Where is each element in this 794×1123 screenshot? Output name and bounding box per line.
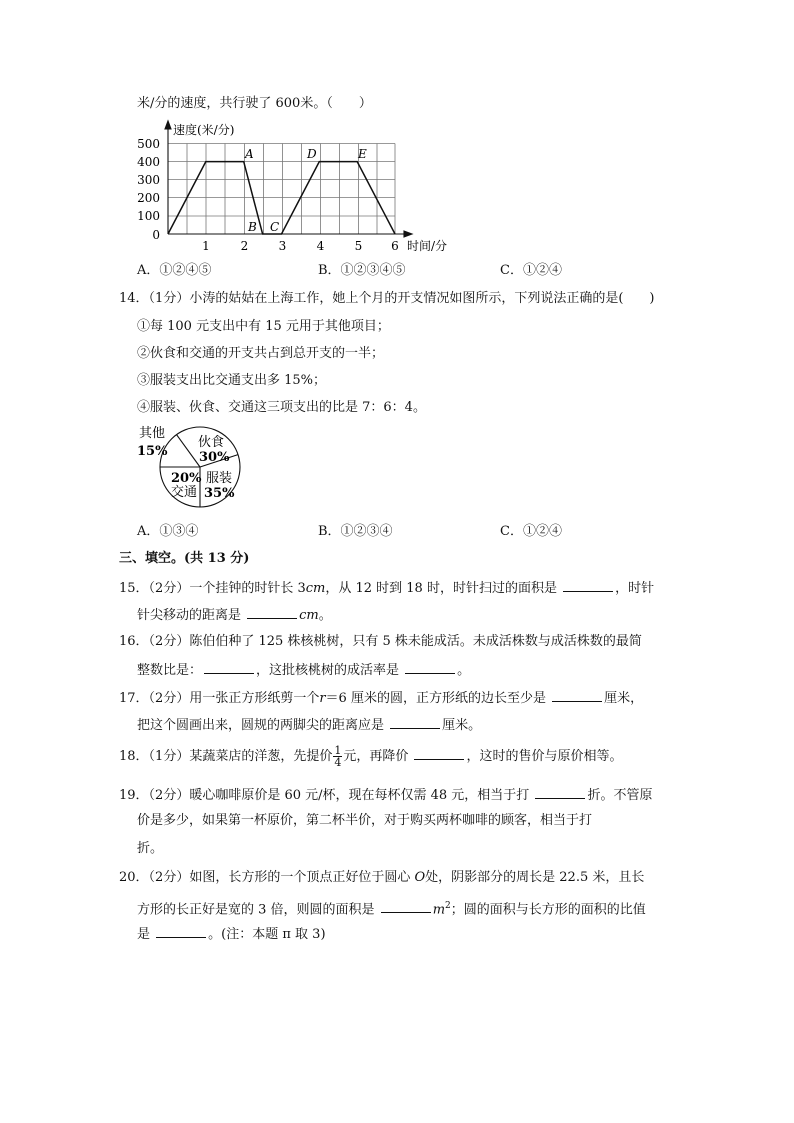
- q16-text: ，这批核桃树的成活率是: [256, 663, 400, 678]
- q14-option-a[interactable]: A．①③④: [137, 524, 199, 539]
- section-title: 三、填空。(共 13 分): [119, 551, 250, 566]
- q16-text: 。: [457, 663, 471, 678]
- point-label-c: C: [270, 220, 280, 234]
- q20-text: 处，阴影部分的周长是 22.5 米，且长: [425, 870, 645, 885]
- q20-text: 。(注：本题 π 取 3): [208, 927, 326, 942]
- y-tick-label: 0: [152, 228, 160, 242]
- q16-text: 整数比是：: [137, 663, 203, 678]
- pie-label-clothes: 服装: [206, 471, 233, 486]
- q15-text: ，从 12 时到 18 时，时针扫过的面积是: [325, 581, 557, 596]
- q20-text: 是: [137, 927, 151, 942]
- q20-line-2: [137, 897, 646, 919]
- q15-text: 。: [318, 608, 332, 623]
- speed-time-chart: [130, 118, 470, 260]
- q18-text: 18．（1分）某蔬菜店的洋葱，先提价: [119, 749, 333, 764]
- q20-unit-exponent: 2: [445, 901, 451, 911]
- chart-point-labels: [244, 147, 367, 234]
- q14-statement-1: ①每 100 元支出中有 15 元用于其他项目；: [137, 319, 390, 334]
- q18-text: ，这时的售价与原价相等。: [466, 749, 623, 764]
- q16-answer-blank-1[interactable]: [204, 660, 254, 674]
- q17-var: r: [319, 691, 326, 706]
- chart-x-axis-label: 时间/分: [407, 239, 448, 253]
- q13-option-a[interactable]: A．①②④⑤: [137, 263, 212, 278]
- x-tick-label: 2: [240, 239, 249, 253]
- x-tick-label: 5: [354, 239, 363, 253]
- q19-line-3: 折。: [137, 841, 164, 856]
- q20-unit: m: [432, 902, 446, 918]
- q17-text: 厘米。: [442, 718, 482, 733]
- q13-option-b[interactable]: B．①②③④⑤: [318, 263, 406, 278]
- pie-pct-clothes: 35%: [204, 486, 235, 501]
- pie-labels: [137, 425, 235, 501]
- q17-text: 厘米，: [604, 691, 644, 706]
- q20-text: 方形的长正好是宽的 3 倍，则圆的面积是: [137, 902, 375, 918]
- q18-answer-blank[interactable]: [414, 746, 464, 760]
- q16-line-2: [137, 660, 470, 680]
- q18-text: 元，再降价: [343, 749, 409, 764]
- q19-text: 折。不管原: [587, 788, 653, 803]
- pie-label-traffic: 交通: [171, 485, 198, 500]
- q20-answer-blank-2[interactable]: [156, 924, 206, 938]
- q20-text: ；圆的面积与长方形的面积的比值: [450, 902, 646, 918]
- q20-line-3: [137, 924, 326, 944]
- q15-line-1: [119, 578, 654, 598]
- y-tick-label: 300: [137, 173, 160, 187]
- q13-option-c[interactable]: C．①②④: [500, 263, 562, 278]
- q14-statement-2: ②伙食和交通的开支共占到总开支的一半；: [137, 346, 385, 361]
- q14-option-b[interactable]: B．①②③④: [318, 524, 393, 539]
- q14-option-c[interactable]: C．①②④: [500, 524, 562, 539]
- q17-line-2: [137, 715, 481, 735]
- q19-line-1: [119, 785, 652, 805]
- fraction-denominator: 4: [334, 756, 342, 769]
- q15-unit: cm: [305, 581, 326, 596]
- q15-answer-blank-1[interactable]: [563, 578, 613, 592]
- point-label-e: E: [358, 147, 367, 161]
- fraction-numerator: 1: [334, 744, 342, 757]
- q20-text: 20．（2分）如图，长方形的一个顶点正好位于圆心: [119, 870, 411, 885]
- q18-line: [119, 745, 623, 768]
- x-tick-label: 4: [316, 239, 325, 253]
- chart-y-ticks: [137, 137, 160, 242]
- q17-answer-blank-1[interactable]: [552, 688, 602, 702]
- y-tick-label: 200: [137, 191, 160, 205]
- pie-pct-traffic: 20%: [171, 471, 202, 486]
- chart-y-axis-label: 速度(米/分): [173, 123, 235, 137]
- q16-line-1: 16．（2分）陈伯伯种了 125 株核桃树，只有 5 株未能成活。未成活株数与成活株数的最简: [119, 634, 642, 649]
- q15-answer-blank-2[interactable]: [247, 605, 297, 619]
- q19-line-2: 价是多少，如果第一杯原价，第二杯半价，对于购买两杯咖啡的顾客，相当于打: [137, 813, 593, 828]
- point-label-a: A: [245, 147, 254, 161]
- q14-stem: 14．（1分）小涛的姑姑在上海工作，她上个月的开支情况如图所示，下列说法正确的是( ): [119, 291, 655, 306]
- q14-statement-3: ③服装支出比交通支出多 15%；: [137, 373, 327, 388]
- pie-pct-other: 15%: [137, 444, 168, 459]
- x-tick-label: 6: [391, 239, 399, 253]
- q17-line-1: [119, 688, 643, 708]
- y-tick-label: 100: [137, 209, 160, 223]
- q19-answer-blank-1[interactable]: [535, 785, 585, 799]
- y-tick-label: 400: [137, 155, 160, 169]
- pie-label-other: 其他: [139, 426, 166, 441]
- q13-stem-tail: 米/分的速度，共行驶了 600米。（ ）: [137, 96, 372, 111]
- chart-x-ticks: [202, 239, 399, 253]
- q18-fraction: [333, 745, 342, 768]
- q17-text: 17．（2分）用一张正方形纸剪一个: [119, 691, 320, 706]
- q20-answer-blank-1[interactable]: [381, 899, 431, 913]
- x-tick-label: 3: [278, 239, 287, 253]
- pie-pct-food: 30%: [199, 450, 230, 465]
- point-label-b: B: [248, 220, 257, 234]
- q17-text: 把这个圆画出来，圆规的两脚尖的距离应是: [137, 718, 385, 733]
- q15-unit: cm: [299, 608, 319, 623]
- q15-text: 15．（2分）一个挂钟的时针长 3: [119, 581, 306, 596]
- q20-line-1: [119, 869, 644, 887]
- expense-pie-chart: [130, 420, 270, 520]
- q14-statement-4: ④服装、伙食、交通这三项支出的比是 7：6：4。: [137, 400, 426, 415]
- q16-answer-blank-2[interactable]: [405, 660, 455, 674]
- x-tick-label: 1: [202, 239, 210, 253]
- q15-text: 针尖移动的距离是: [137, 608, 242, 623]
- q19-text: 19．（2分）暖心咖啡原价是 60 元/杯，现在每杯仅需 48 元，相当于打: [119, 788, 530, 803]
- q17-answer-blank-2[interactable]: [390, 715, 440, 729]
- q20-point: O: [414, 870, 426, 885]
- point-label-d: D: [307, 147, 317, 161]
- pie-label-food: 伙食: [198, 435, 225, 450]
- q17-text: ＝6 厘米的圆，正方形纸的边长至少是: [325, 691, 546, 706]
- y-tick-label: 500: [137, 137, 160, 151]
- q15-line-2: [137, 605, 332, 625]
- q15-text: ，时针: [615, 581, 655, 596]
